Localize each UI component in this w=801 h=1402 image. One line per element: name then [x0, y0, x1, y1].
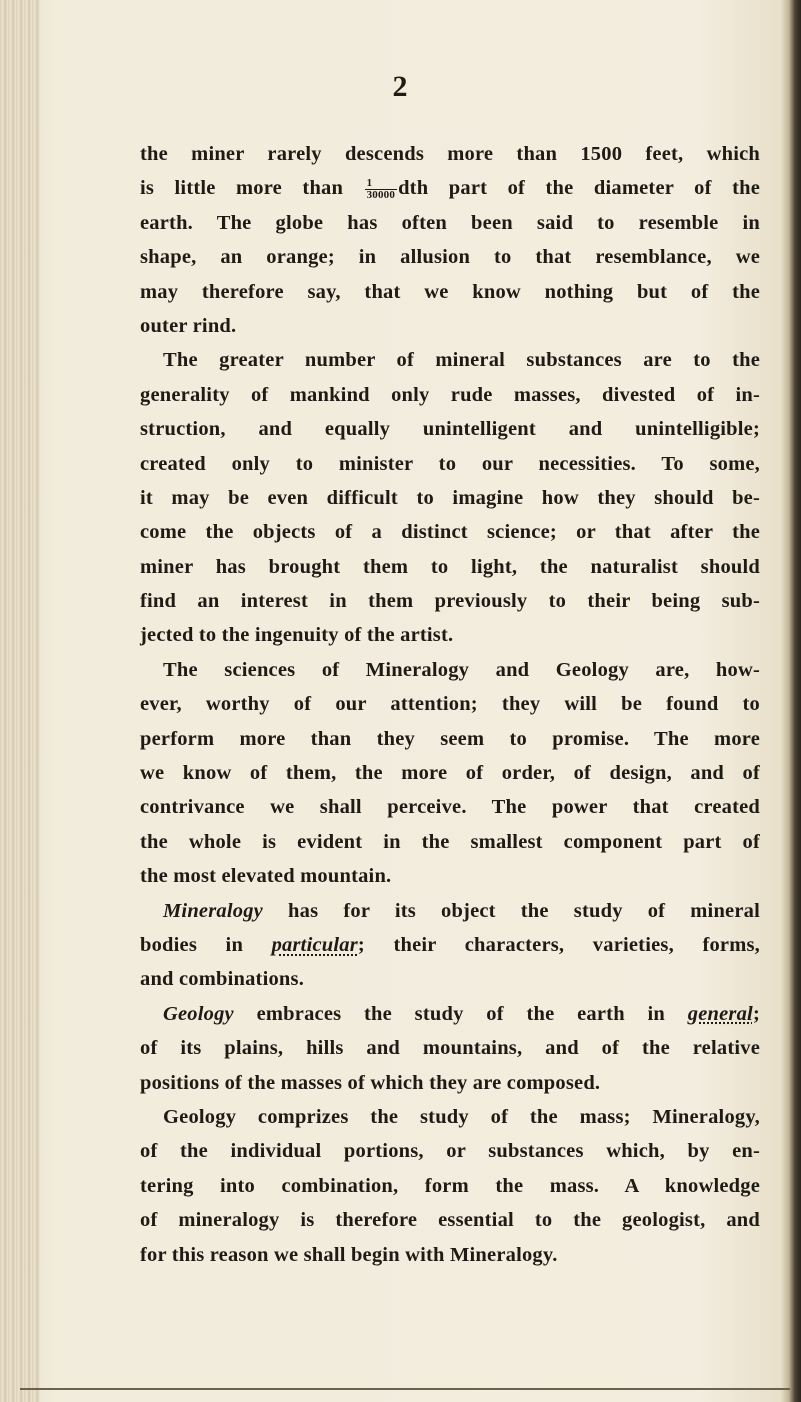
bottom-edge	[20, 1388, 790, 1390]
text-line: ever, worthy of our attention; they will be found to	[140, 693, 760, 716]
text-line: jected to the ingenuity of the artist.	[140, 624, 454, 647]
text-line: the most elevated mountain.	[140, 865, 392, 888]
paragraph-start: Geology embraces the study of the earth in general;	[163, 1002, 760, 1025]
paragraph-start: The sciences of Mineralogy and Geology are, how-	[163, 658, 760, 681]
text-line: for this reason we shall begin with Mineralogy.	[140, 1243, 558, 1266]
fraction	[365, 178, 398, 201]
text-line: of mineralogy is therefore essential to the geologist, and	[140, 1209, 760, 1232]
text-line: bodies in particular; their characters, varieties, forms,	[140, 933, 760, 956]
text-line: contrivance we shall perceive. The power that created	[140, 796, 760, 819]
text-line: perform more than they seem to promise. The more	[140, 727, 760, 750]
text-line: tering into combination, form the mass. A knowledge	[140, 1174, 760, 1197]
text-line: the miner rarely descends more than 1500 feet, which	[140, 143, 760, 165]
text-line: find an interest in them previously to their being sub-	[140, 590, 760, 613]
text-line: miner has brought them to light, the naturalist should	[140, 555, 760, 578]
text-line: come the objects of a distinct science; or that after the	[140, 521, 760, 544]
term-geology: Geology	[163, 1002, 234, 1025]
paragraph-start: The greater number of mineral substances are to the	[163, 349, 760, 372]
text-line: created only to minister to our necessities. To some,	[140, 452, 760, 475]
text-line: positions of the masses of which they are composed.	[140, 1071, 601, 1094]
body-text	[140, 137, 760, 1272]
text-line: of the individual portions, or substances which, by en-	[140, 1140, 760, 1163]
text-line: generality of mankind only rude masses, divested of in-	[140, 383, 760, 406]
text-line: and combinations.	[140, 968, 305, 991]
page-number: 2	[392, 70, 408, 103]
text-line: shape, an orange; in allusion to that resemblance, we	[140, 246, 760, 269]
fraction-numerator: 1	[365, 178, 398, 190]
binding-gutter	[0, 0, 40, 1402]
text-line: struction, and equally unintelligent and unintelligible;	[140, 418, 760, 441]
emphasis-particular: particular	[271, 933, 358, 956]
term-mineralogy: Mineralogy	[163, 899, 263, 922]
emphasis-general: general	[687, 1002, 753, 1025]
text-line: outer rind.	[140, 314, 237, 337]
text-line: it may be even difficult to imagine how they should be-	[140, 486, 760, 509]
page-edge	[781, 0, 801, 1402]
text-line: earth. The globe has often been said to resemble in	[140, 211, 760, 234]
paragraph-start: Geology comprizes the study of the mass; Mineralogy,	[163, 1105, 760, 1128]
text-line: is little more than $\frac{1}{30000}$ dth part of the diameter of the	[140, 177, 760, 202]
text-line: may therefore say, that we know nothing but of the	[140, 280, 760, 303]
text-line: we know of them, the more of order, of design, and of	[140, 762, 760, 785]
fraction-denominator: 30000	[366, 189, 396, 202]
text-line: the whole is evident in the smallest component part of	[140, 830, 760, 853]
text-line: of its plains, hills and mountains, and of the relative	[140, 1037, 760, 1060]
paragraph-start: Mineralogy has for its object the study of mineral	[163, 899, 760, 922]
